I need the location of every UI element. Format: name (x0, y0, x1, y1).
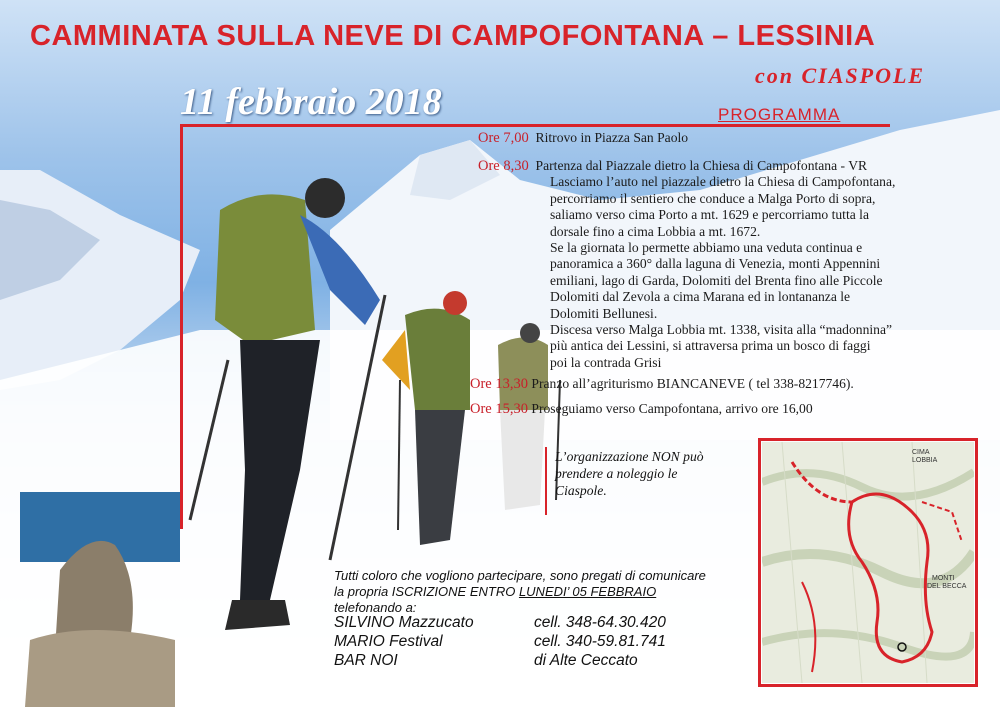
contact-name: BAR NOI (334, 652, 398, 669)
frame-map-bottom-border (758, 684, 978, 687)
route-map (762, 442, 974, 683)
event-title: CAMMINATA SULLA NEVE DI CAMPOFONTANA – LESSINIA (30, 20, 876, 52)
schedule-entry (478, 130, 688, 146)
contact-list (334, 613, 754, 670)
frame-left-border (180, 124, 183, 529)
contact-row (334, 651, 754, 670)
note-line: Ciaspole. (555, 483, 607, 498)
schedule-line: Se la giornata lo permette abbiamo una veduta continua e (550, 240, 863, 256)
contact-phone: cell. 348-64.30.420 (534, 614, 666, 631)
event-date: 11 febbraio 2018 (180, 81, 442, 123)
schedule-line: emiliani, lago di Garda, Dolomiti del Brenta fino alle Piccole (550, 272, 883, 288)
schedule-line: panoramica a 360° dalla laguna di Venezia, monti Appennini (550, 256, 881, 272)
schedule-text: Ritrovo in Piazza San Paolo (535, 130, 689, 145)
schedule-time: Ore 13,30 (470, 376, 528, 392)
contact-phone: cell. 340-59.81.741 (534, 633, 666, 650)
map-label: DEL BECCA (927, 583, 967, 590)
schedule-entry (470, 376, 975, 392)
schedule-line: Discesa verso Malga Lobbia mt. 1338, visita alla “madonnina” (550, 322, 893, 338)
map-label: LOBBIA (912, 457, 938, 464)
route-map-graphic (762, 442, 974, 683)
schedule-line: Dolomiti Bellunesi. (550, 305, 658, 321)
registration-info (334, 568, 764, 616)
rental-note (555, 448, 755, 499)
schedule-line: percorriamo il sentiero che conduce a Malga Porto di sopra, (550, 190, 876, 206)
frame-map-left-border (758, 438, 761, 686)
frame-map-top-border (760, 438, 978, 441)
schedule-line: poi la contrada Grisi (550, 354, 662, 370)
schedule-line: Partenza dal Piazzale dietro la Chiesa di Campofontana - VR (535, 158, 868, 173)
contact-location: di Alte Ceccato (534, 652, 638, 669)
registration-deadline-day: LUNEDI’ 05 FEBBRAIO (518, 584, 657, 599)
schedule-entry (470, 401, 975, 417)
schedule-line: saliamo verso cima Porto a mt. 1629 e percorriamo tutta la (550, 207, 869, 223)
event-subtitle: con CIASPOLE (755, 63, 926, 88)
registration-line (334, 584, 764, 600)
map-label: CIMA (912, 449, 930, 456)
schedule-text: Pranzo all’agriturismo BIANCANEVE ( tel 338-8217746). (531, 376, 854, 391)
map-label: MONTI (932, 575, 955, 582)
registration-line: Tutti coloro che vogliono partecipare, sono pregati di comunicare (334, 568, 706, 583)
contact-row (334, 613, 754, 632)
note-divider (545, 447, 547, 515)
contact-name: MARIO Festival (334, 633, 443, 650)
schedule-text: Proseguiamo verso Campofontana, arrivo ore 16,00 (531, 401, 813, 416)
registration-deadline-text: la propria ISCRIZIONE ENTRO (334, 584, 519, 599)
rock-base (25, 630, 175, 707)
frame-map-right-border (975, 438, 978, 686)
note-line: L’organizzazione NON può (555, 449, 704, 464)
schedule-line: Lasciamo l’auto nel piazzale dietro la Chiesa di Campofontana, (550, 174, 896, 190)
note-line: prendere a noleggio le (555, 466, 678, 481)
contact-name: SILVINO Mazzucato (334, 614, 474, 631)
registration-line: telefonando a: (334, 600, 417, 615)
frame-top-border (180, 124, 890, 127)
schedule-time: Ore 8,30 (478, 158, 529, 174)
schedule-entry (478, 158, 983, 371)
schedule-line: più antica dei Lessini, si attraversa prima un bosco di faggi (550, 338, 871, 354)
programma-heading: PROGRAMMA (718, 105, 841, 124)
schedule-time: Ore 15,30 (470, 401, 528, 417)
schedule-line: Dolomiti dal Zevola a cima Marana ed in lontananza le (550, 289, 851, 305)
schedule-line: dorsale fino a cima Lobbia a mt. 1672. (550, 223, 761, 239)
contact-row (334, 632, 754, 651)
schedule-time: Ore 7,00 (478, 130, 529, 146)
